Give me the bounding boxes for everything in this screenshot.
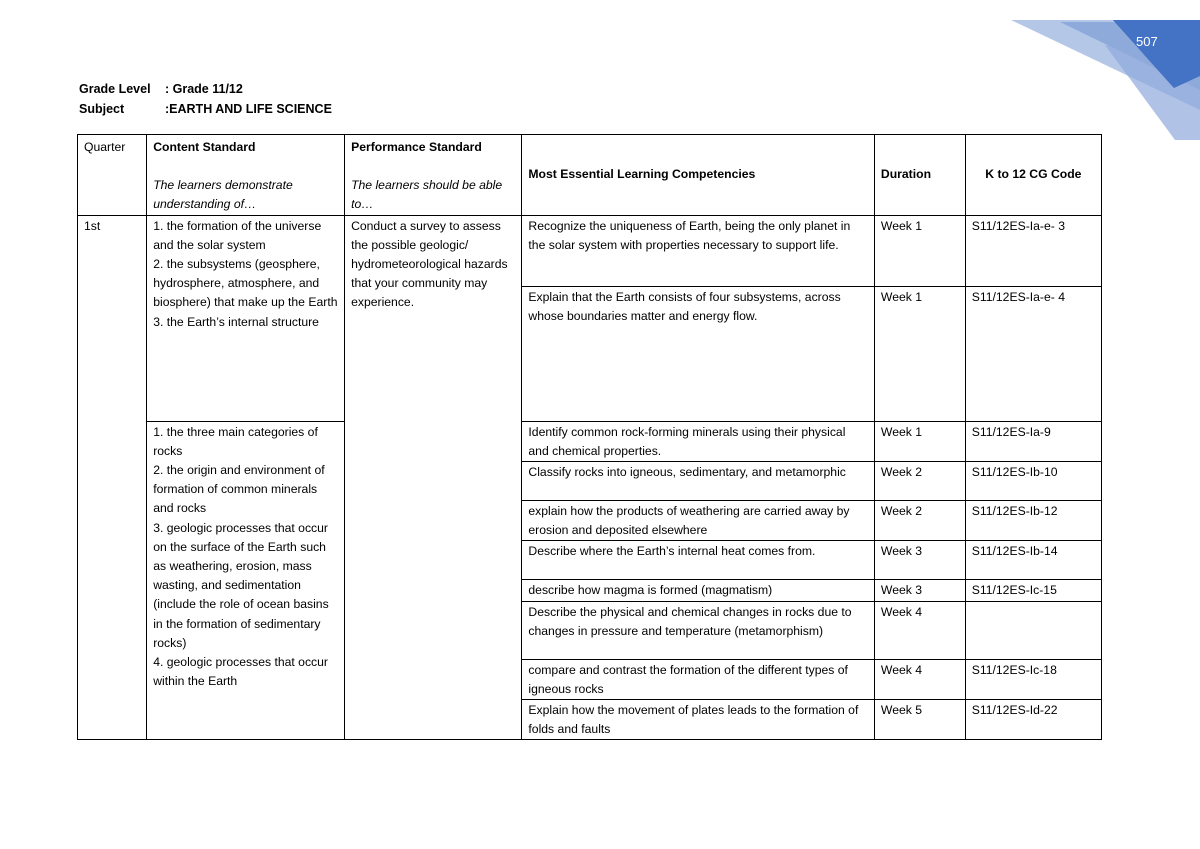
performance-standard-cell: Conduct a survey to assess the possible geologic/ hydrometeorological hazards that your community may experience. (345, 215, 522, 740)
subject-value: :EARTH AND LIFE SCIENCE (165, 102, 332, 116)
header-melc: Most Essential Learning Competencies (522, 135, 875, 216)
code-cell: S11/12ES-Ic-15 (965, 580, 1101, 601)
code-cell (965, 601, 1101, 659)
table-header-row (78, 135, 1102, 216)
header-performance-sub: The learners should be able to… (351, 178, 503, 212)
duration-cell: Week 4 (874, 659, 965, 699)
document-meta (79, 79, 332, 119)
duration-cell: Week 1 (874, 215, 965, 286)
code-cell: S11/12ES-Ib-12 (965, 501, 1101, 541)
duration-cell: Week 3 (874, 580, 965, 601)
melc-cell: Classify rocks into igneous, sedimentary, and metamorphic (522, 462, 875, 501)
duration-cell: Week 1 (874, 286, 965, 421)
table-row (78, 215, 1102, 286)
melc-cell: describe how magma is formed (magmatism) (522, 580, 875, 601)
duration-cell: Week 1 (874, 421, 965, 461)
content-item: 3. the Earth’s internal structure (153, 314, 319, 329)
melc-cell: Identify common rock-forming minerals using their physical and chemical properties. (522, 421, 875, 461)
subject-row (79, 99, 332, 119)
code-cell: S11/12ES-Ic-18 (965, 659, 1101, 699)
curriculum-table (77, 134, 1102, 740)
code-cell: S11/12ES-Ia-e- 4 (965, 286, 1101, 421)
grade-level-row (79, 79, 332, 99)
header-performance-title: Performance Standard (351, 140, 482, 154)
code-cell: S11/12ES-Id-22 (965, 700, 1101, 740)
content-standard-cell-1 (147, 215, 345, 421)
content-item: 1. the three main categories of rocks (153, 424, 318, 458)
content-standard-cell-2 (147, 421, 345, 740)
header-code: K to 12 CG Code (965, 135, 1101, 216)
melc-cell: Describe where the Earth’s internal heat comes from. (522, 541, 875, 580)
code-cell: S11/12ES-Ia-e- 3 (965, 215, 1101, 286)
grade-level-label: Grade Level (79, 82, 151, 96)
melc-cell: Describe the physical and chemical changes in rocks due to changes in pressure and temperature (metamorphism) (522, 601, 875, 659)
duration-cell: Week 4 (874, 601, 965, 659)
header-content-sub: The learners demonstrate understanding of… (153, 178, 293, 212)
content-item: 3. geologic processes that occur on the surface of the Earth such as weathering, erosion, mass wasting, and sedimentation (include the role of ocean basins in the formation of sedimentary rocks) (153, 520, 329, 650)
melc-cell: Explain how the movement of plates leads to the formation of folds and faults (522, 700, 875, 740)
header-quarter: Quarter (78, 135, 147, 216)
content-item: 2. the origin and environment of formation of common minerals and rocks (153, 463, 325, 516)
duration-cell: Week 5 (874, 700, 965, 740)
content-item: 1. the formation of the universe and the solar system (153, 218, 322, 252)
header-duration: Duration (874, 135, 965, 216)
subject-label: Subject (79, 102, 125, 116)
melc-cell: Recognize the uniqueness of Earth, being the only planet in the solar system with properties necessary to support life. (522, 215, 875, 286)
code-cell: S11/12ES-Ia-9 (965, 421, 1101, 461)
duration-cell: Week 3 (874, 541, 965, 580)
code-cell: S11/12ES-Ib-10 (965, 462, 1101, 501)
content-item: 4. geologic processes that occur within the Earth (153, 655, 328, 689)
melc-cell: explain how the products of weathering are carried away by erosion and deposited elsewhere (522, 501, 875, 541)
code-cell: S11/12ES-Ib-14 (965, 541, 1101, 580)
page-number: 507 (1136, 34, 1158, 49)
corner-decoration (1000, 0, 1200, 140)
header-performance-standard (345, 135, 522, 216)
grade-level-value: : Grade 11/12 (165, 82, 243, 96)
header-content-standard (147, 135, 345, 216)
duration-cell: Week 2 (874, 462, 965, 501)
header-content-title: Content Standard (153, 140, 256, 154)
quarter-cell: 1st (78, 215, 147, 740)
melc-cell: Explain that the Earth consists of four subsystems, across whose boundaries matter and energy flow. (522, 286, 875, 421)
table-row (78, 421, 1102, 461)
melc-cell: compare and contrast the formation of the different types of igneous rocks (522, 659, 875, 699)
content-item: 2. the subsystems (geosphere, hydrosphere, atmosphere, and biosphere) that make up the Earth (153, 257, 338, 310)
duration-cell: Week 2 (874, 501, 965, 541)
